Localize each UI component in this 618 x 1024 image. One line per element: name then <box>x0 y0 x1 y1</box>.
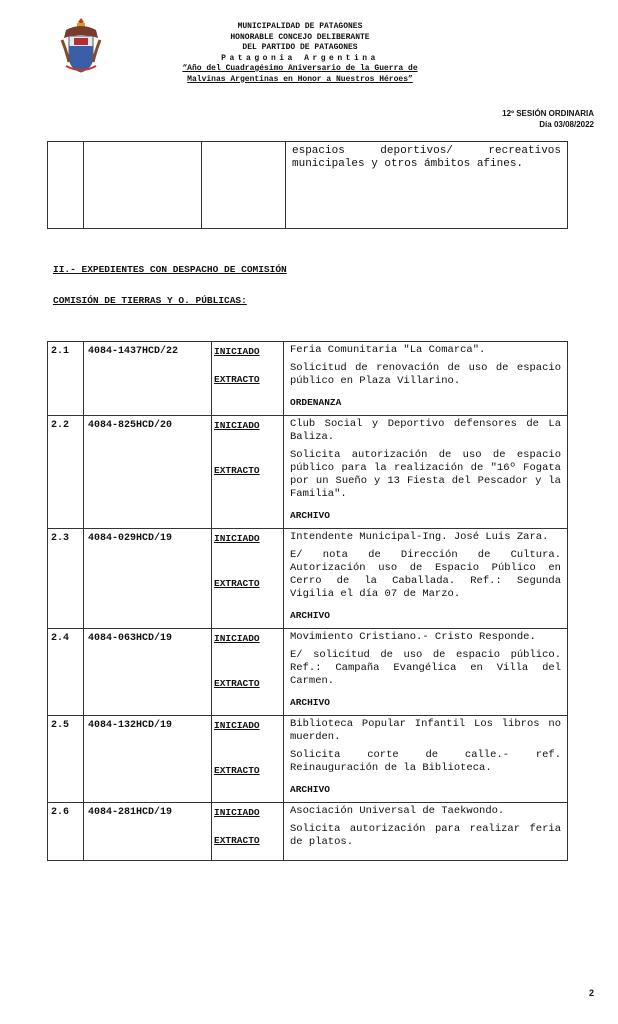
table-row <box>48 142 568 229</box>
commission-title: COMISIÓN DE TIERRAS Y O. PÚBLICAS: <box>53 295 247 306</box>
extracto-text: E/ nota de Dirección de Cultura. Autorización uso de Espacio Público en Cerro de la Caballada. Ref.: Segunda Vigilia el día 07 de Marzo. <box>290 549 561 600</box>
resolution: ARCHIVO <box>290 697 330 708</box>
header-district: DEL PARTIDO DE PATAGONES <box>242 43 358 52</box>
page-number: 2 <box>588 988 594 998</box>
header-motto-line1: “Año del Cuadragésimo Aniversario de la Guerra de <box>182 64 418 73</box>
empty-cell <box>202 142 286 229</box>
section-title: II.- EXPEDIENTES CON DESPACHO DE COMISIÓN <box>53 264 287 275</box>
document-header <box>150 22 450 85</box>
iniciado-text: Club Social y Deportivo defensores de La Baliza. <box>290 418 561 443</box>
empty-cell <box>84 142 202 229</box>
row-number: 2.3 <box>48 529 84 629</box>
expediente-id: 4084-825HCD/20 <box>84 416 212 529</box>
row-number: 2.1 <box>48 342 84 416</box>
extracto-text: Solicita corte de calle.- ref. Reinauguración de la Biblioteca. <box>290 749 561 774</box>
empty-cell <box>48 142 84 229</box>
row-number: 2.6 <box>48 803 84 861</box>
iniciado-label: INICIADO <box>214 533 260 544</box>
iniciado-label: INICIADO <box>214 633 260 644</box>
iniciado-label: INICIADO <box>214 720 260 731</box>
resolution: ARCHIVO <box>290 610 330 621</box>
extracto-label: EXTRACTO <box>214 765 260 776</box>
row-number: 2.4 <box>48 629 84 716</box>
iniciado-text: Intendente Municipal-Ing. José Luis Zara. <box>290 531 549 543</box>
iniciado-label: INICIADO <box>214 346 260 357</box>
header-municipality: MUNICIPALIDAD DE PATAGONES <box>237 22 363 31</box>
resolution: ARCHIVO <box>290 784 330 795</box>
header-region: Patagonia Argentina <box>221 53 379 63</box>
session-info <box>502 108 594 130</box>
iniciado-text: Biblioteca Popular Infantil Los libros no muerden. <box>290 718 561 743</box>
table-row <box>48 529 568 629</box>
continuation-text: espacios deportivos/ recreativos municipales y otros ámbitos afines. <box>286 142 568 229</box>
expediente-id: 4084-281HCD/19 <box>84 803 212 861</box>
expediente-id: 4084-132HCD/19 <box>84 716 212 803</box>
iniciado-label: INICIADO <box>214 807 260 818</box>
iniciado-text: Asociación Universal de Taekwondo. <box>290 805 505 817</box>
extracto-text: E/ solicitud de uso de espacio público. Ref.: Campaña Evangélica en Villa del Carmen. <box>290 649 561 687</box>
table-row <box>48 716 568 803</box>
session-date: Día 03/08/2022 <box>539 120 594 129</box>
extracto-text: Solicitud de renovación de uso de espacio público en Plaza Villarino. <box>290 362 561 387</box>
extracto-text: Solicita autorización para realizar feria de platos. <box>290 823 561 848</box>
row-number: 2.5 <box>48 716 84 803</box>
table-row <box>48 416 568 529</box>
row-number: 2.2 <box>48 416 84 529</box>
header-council: HONORABLE CONCEJO DELIBERANTE <box>230 32 370 42</box>
table-row <box>48 629 568 716</box>
table-row <box>48 803 568 861</box>
extracto-text: Solicita autorización de uso de espacio público para la realización de "16º Fogata por un Sueño y 13 Fiesta del Pescador y la Familia". <box>290 449 561 500</box>
expediente-id: 4084-063HCD/19 <box>84 629 212 716</box>
iniciado-label: INICIADO <box>214 420 260 431</box>
expediente-id: 4084-029HCD/19 <box>84 529 212 629</box>
extracto-label: EXTRACTO <box>214 678 260 689</box>
resolution: ORDENANZA <box>290 397 342 408</box>
table-row <box>48 342 568 416</box>
session-title: 12º SESIÓN ORDINARIA <box>502 109 594 118</box>
resolution: ARCHIVO <box>290 510 330 521</box>
header-motto-line2: Malvinas Argentinas en Honor a Nuestros Héroes” <box>187 74 413 84</box>
continuation-table <box>47 141 568 229</box>
expediente-id: 4084-1437HCD/22 <box>84 342 212 416</box>
extracto-label: EXTRACTO <box>214 465 260 476</box>
extracto-label: EXTRACTO <box>214 578 260 589</box>
extracto-label: EXTRACTO <box>214 374 260 385</box>
iniciado-text: Movimiento Cristiano.- Cristo Responde. <box>290 631 536 643</box>
iniciado-text: Feria Comunitaria "La Comarca". <box>290 344 486 356</box>
expedientes-table <box>47 341 568 861</box>
coat-of-arms-logo <box>60 16 102 76</box>
extracto-label: EXTRACTO <box>214 835 260 846</box>
